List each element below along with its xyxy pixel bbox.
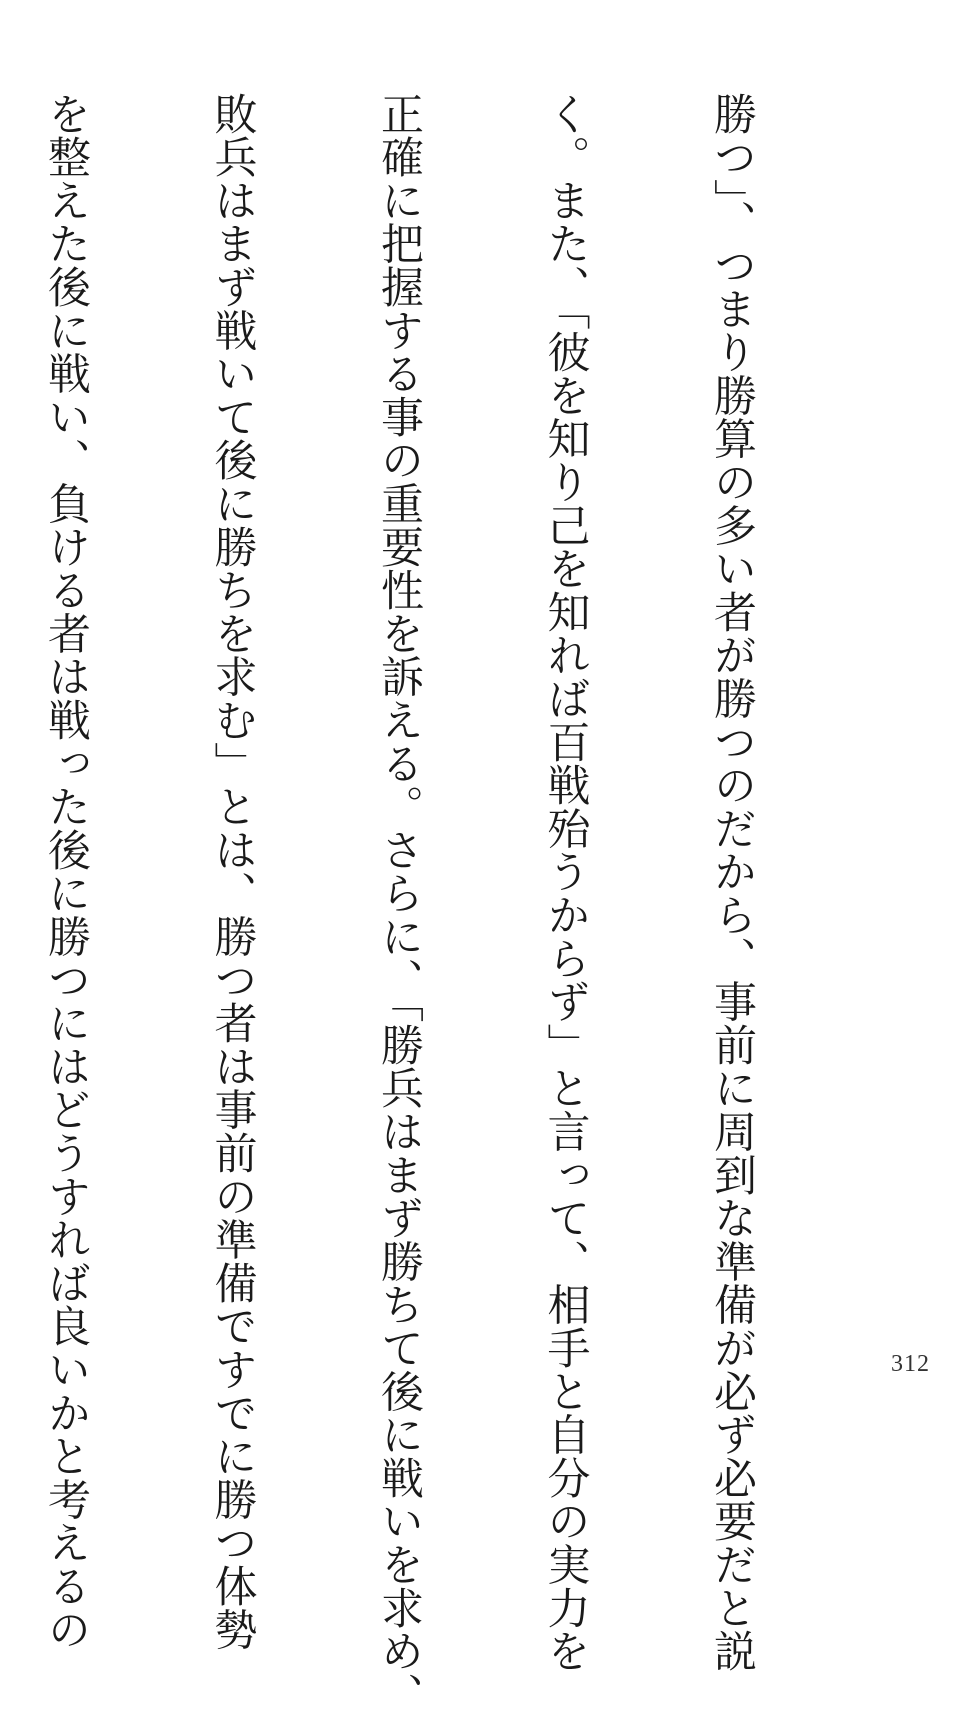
text-column: 勝つ」、つまり勝算の多い者が勝つのだから、事前に周到な準備が必ず必要だと説	[707, 92, 757, 1673]
text-column: 正確に把握する事の重要性を訴える。さらに、「勝兵はまず勝ちて後に戦いを求め、	[374, 92, 424, 1716]
text-column: く。また、「彼を知り己を知れば百戦殆うからず」と言って、相手と自分の実力を	[540, 92, 591, 1673]
text-column: 敗兵はまず戦いて後に勝ちを求む」とは、勝つ者は事前の準備ですでに勝つ体勢	[207, 92, 258, 1651]
page-number: 312	[891, 1351, 930, 1377]
vertical-text-body	[41, 92, 870, 1716]
text-column: を整えた後に戦い、負ける者は戦った後に勝つにはどうすれば良いかと考えるの	[41, 92, 91, 1651]
